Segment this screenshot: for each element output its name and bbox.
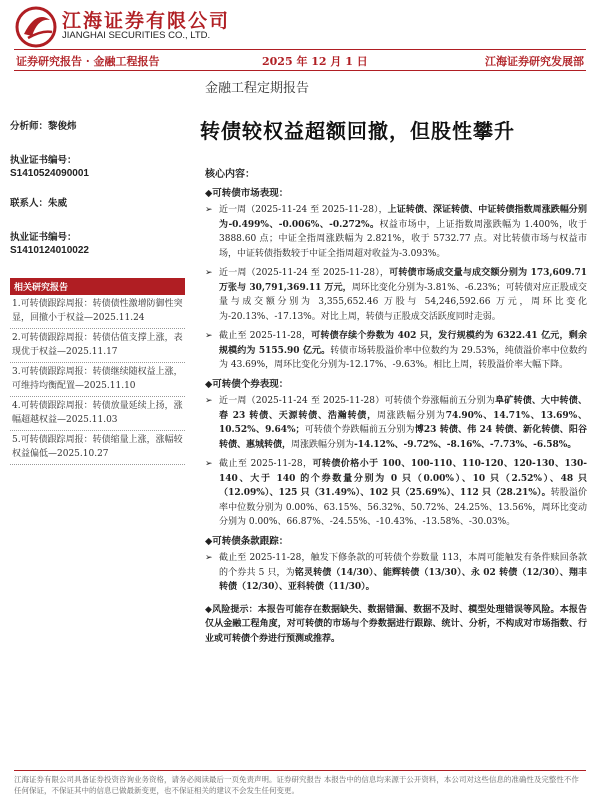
report-date: 2025 年 12 月 1 日 [262, 55, 368, 68]
cert-number: S1410524090001 [10, 168, 89, 179]
company-logo [14, 6, 60, 48]
section-individual-bonds: ◆可转债个券表现： [205, 378, 289, 390]
related-report-link[interactable]: 5.可转债跟踪周报：转债缩量上涨，涨幅较权益偏低—2025.10.27 [10, 431, 185, 465]
cert-label-2: 执业证书编号： [10, 232, 77, 243]
paragraph-index-returns: ➢ 近一周（2025-11-24 至 2025-11-28），上证转债、深证转债、中证转债指数周涨跌幅分别为-0.499%、-0.006%、-0.272%。权益市场中，上证指数周涨跌幅为 1.400%，收于 3888.60 点；中证全指周涨跌幅为 2.821%，收于 5732.77 点。对比转债市场与权益市场，中证转债指数较于中证全指周超对收益为-3.093%。 [205, 203, 587, 261]
sidebar [10, 115, 185, 465]
risk-warning: ◆风险提示：本报告可能存在数据缺失、数据错漏、数据不及时、模型处理错误等风险。本报告仅从金融工程角度，对可转债的市场与个券数据进行跟踪、统计、分析，不构成对市场指数、行业或可转债个券进行预测或推荐。 [205, 604, 587, 644]
paragraph-clauses: ➢ 截止至 2025-11-28，触发下修条款的可转债个券数量 113，本周可能触发有条件赎回条款的个券共 5 只，为铭灵转债（14/30）、能辉转债（13/30）、永 02 转债（12/30）、翔丰转债（12/30）、亚科转债（11/30）。 [205, 551, 587, 595]
analyst-role: 分析师： [10, 121, 49, 132]
contact-name: 朱威 [48, 198, 68, 209]
report-title: 转债较权益超额回撤，但股性攀升 [200, 119, 515, 143]
header-divider-top [14, 49, 586, 50]
cert-number-2: S1410124010022 [10, 245, 89, 256]
analyst-line [10, 118, 185, 132]
footer-disclaimer: 江海证券有限公司具备证券投资咨询业务资格，请务必阅读最后一页免责声明。证券研究报告 本报告中的信息均来源于公开资料，本公司对这些信息的准确性及完整性不作任何保证，不保证其中的信息已做最新变更，也不保证相关的建议不会发生任何变更。 [14, 770, 586, 796]
related-report-link[interactable]: 1.可转债跟踪周报：转债债性激增防御性突显，回撤小于权益—2025.11.24 [10, 295, 185, 329]
section-clause-tracking: ◆可转债条款跟踪： [205, 535, 289, 547]
contact-line [10, 195, 185, 209]
section-market-performance: ◆可转债市场表现： [205, 187, 289, 199]
paragraph-price-distribution: ➢ 截止至 2025-11-28，可转债价格小于 100、100-110、110-120、120-130、130-140、大于 140 的个券数量分别为 0 只（0.00%）、10 只（2.52%）、48 只（12.09%）、125 只（31.49%）、102 只（25.69%）、112 只（28.21%）。转股溢价率中位数分别为 0.00%、63.15%、56.32%、50.72%、24.25%、13.56%，周环比变动分别为 0.00%、66.87%、-24.55%、-10.43%、-13.58%、-30.03%。 [205, 457, 587, 530]
related-report-link[interactable]: 2.可转债跟踪周报：转债估值支撑上涨，表现优于权益—2025.11.17 [10, 329, 185, 363]
contact-role: 联系人： [10, 198, 49, 209]
paragraph-outstanding: ➢ 截止至 2025-11-28，可转债存续个券数为 402 只，发行规模约为 6322.41 亿元，剩余规模约为 5155.90 亿元。转债市场转股溢价率中位数约为 29.53%，纯债溢价率中位数约为 43.69%，周环比变化分别为-12.17%、-9.63%。相比上周，转股溢价率大幅下降。 [205, 329, 587, 373]
analyst-name: 黎俊炜 [48, 121, 77, 132]
company-name-cn: 江海证券有限公司 [62, 10, 231, 32]
core-content-label: 核心内容： [205, 169, 255, 180]
header-divider-bottom [14, 70, 586, 71]
related-research-heading: 相关研究报告 [10, 278, 185, 295]
paragraph-top-movers: ➢ 近一周（2025-11-24 至 2025-11-28）可转债个券涨幅前五分别为阜矿转债、大中转债、春 23 转债、天源转债、浩瀚转债，周涨跌幅分别为74.90%、14.71%、13.69%、10.52%、9.64%；可转债个券跌幅前五分别为博23 转债、伟 24 转债、新化转债、阳谷转债、惠城转债，周涨跌幅分别为-14.12%、-9.72%、-8.16%、-7.73%、-6.58%。 [205, 394, 587, 452]
company-name-en: JIANGHAI SECURITIES CO., LTD. [62, 30, 211, 41]
research-institute: 江海证券研究发展部 [485, 55, 584, 68]
main-content [205, 168, 587, 646]
cert-label: 执业证书编号： [10, 155, 77, 166]
document-type: 金融工程定期报告 [205, 81, 310, 96]
paragraph-volume: ➢ 近一周（2025-11-24 至 2025-11-28），可转债市场成交量与成交额分别为 173,609.71 万张与 30,791,369.11 万元，周环比变化分别为-3.81%、-6.23%；可转债对应正股成交量与成交额分别为 3,355,652.46 万股与 54,246,592.66 万元，周环比变化为-20.13%、-17.13%。对比上周，转债与正股成交活跃度同时走弱。 [205, 266, 587, 324]
related-report-link[interactable]: 4.可转债跟踪周报：转债放量延续上扬，涨幅超越权益—2025.11.03 [10, 397, 185, 431]
related-report-link[interactable]: 3.可转债跟踪周报：转债继续随权益上涨，可维持均衡配置—2025.11.10 [10, 363, 185, 397]
report-series: 证券研究报告 · 金融工程报告 [16, 55, 160, 68]
